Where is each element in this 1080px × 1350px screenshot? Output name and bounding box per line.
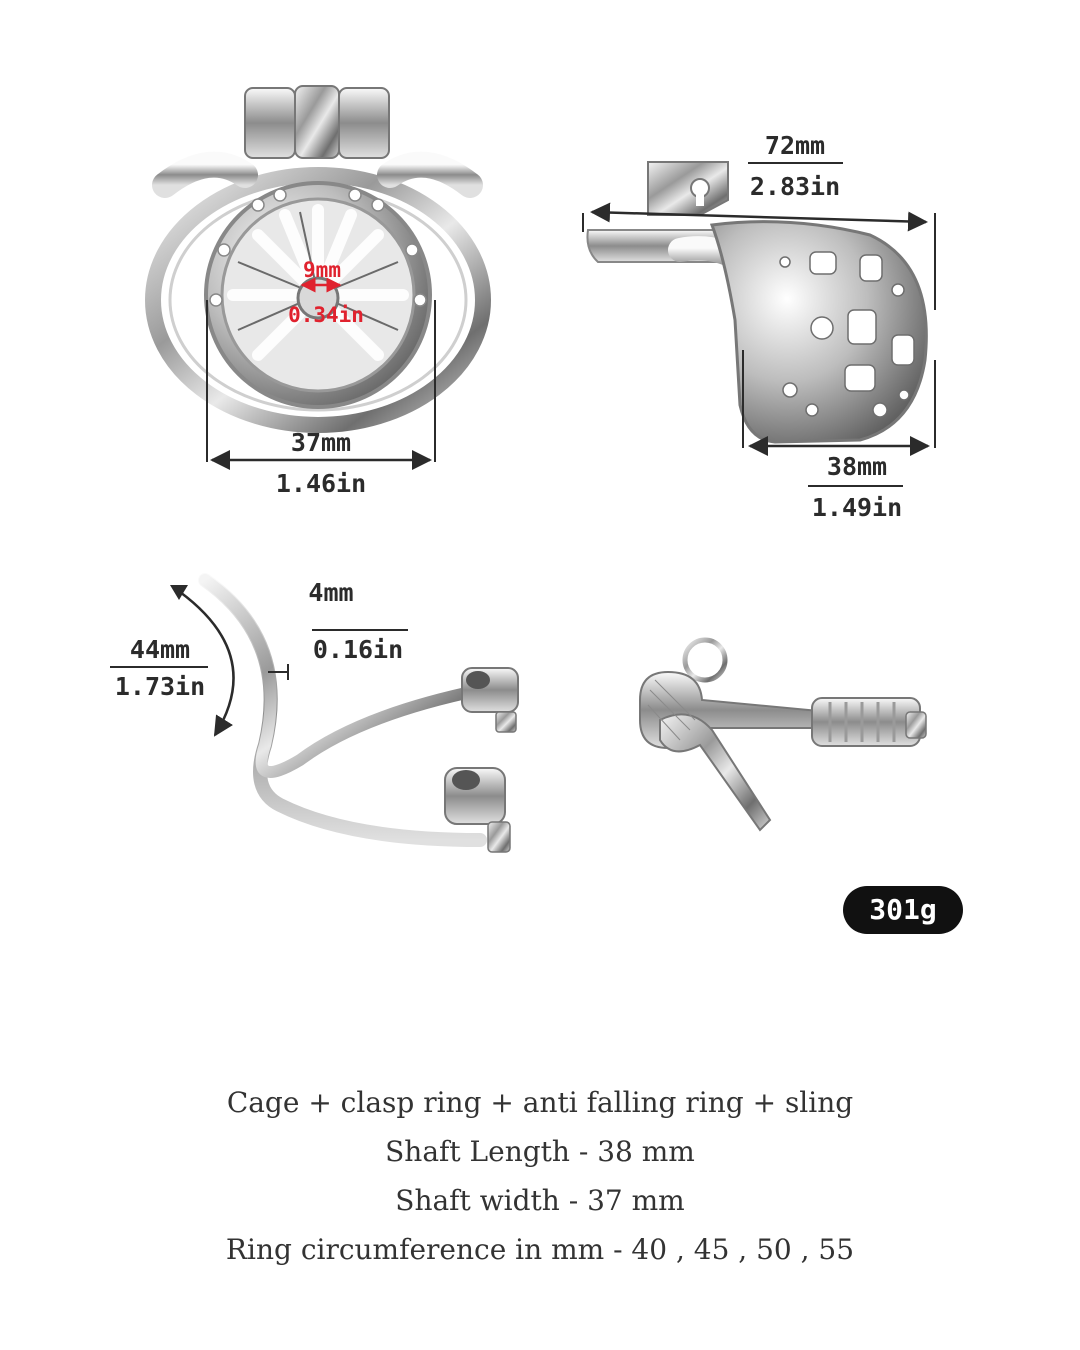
side-height-mm-label: 38mm xyxy=(826,452,888,481)
side-view-cage xyxy=(587,162,926,442)
hole-mm-label: 9mm xyxy=(303,258,341,282)
front-view-cage xyxy=(153,86,483,425)
description-line-3: Shaft width - 37 mm xyxy=(395,1184,685,1217)
wire-thickness-mm-label: 4mm xyxy=(308,578,354,607)
description-line-2: Shaft Length - 38 mm xyxy=(385,1135,695,1168)
side-height-in-label: 1.49in xyxy=(811,493,903,522)
side-length-mm-label: 72mm xyxy=(764,131,826,160)
wire-thickness-in-label: 0.16in xyxy=(312,635,404,664)
wire-thickness-dimension xyxy=(268,578,408,680)
weight-badge-label: 301g xyxy=(869,893,937,926)
ring-arc-mm-label: 44mm xyxy=(129,635,191,664)
description-line-4: Ring circumference in mm - 40 , 45 , 50 , 55 xyxy=(225,1233,855,1266)
side-length-in-label: 2.83in xyxy=(749,172,841,201)
weight-badge xyxy=(843,886,963,934)
ring-arc-dimension xyxy=(110,585,234,735)
description-line-1: Cage + clasp ring + anti falling ring + sling xyxy=(226,1086,854,1119)
keys-and-lock xyxy=(640,640,926,830)
clasp-ring xyxy=(205,580,518,852)
front-width-mm-label: 37mm xyxy=(290,428,352,457)
front-width-in-label: 1.46in xyxy=(275,469,367,498)
hole-in-label: 0.34in xyxy=(288,303,364,327)
ring-arc-in-label: 1.73in xyxy=(114,672,206,701)
